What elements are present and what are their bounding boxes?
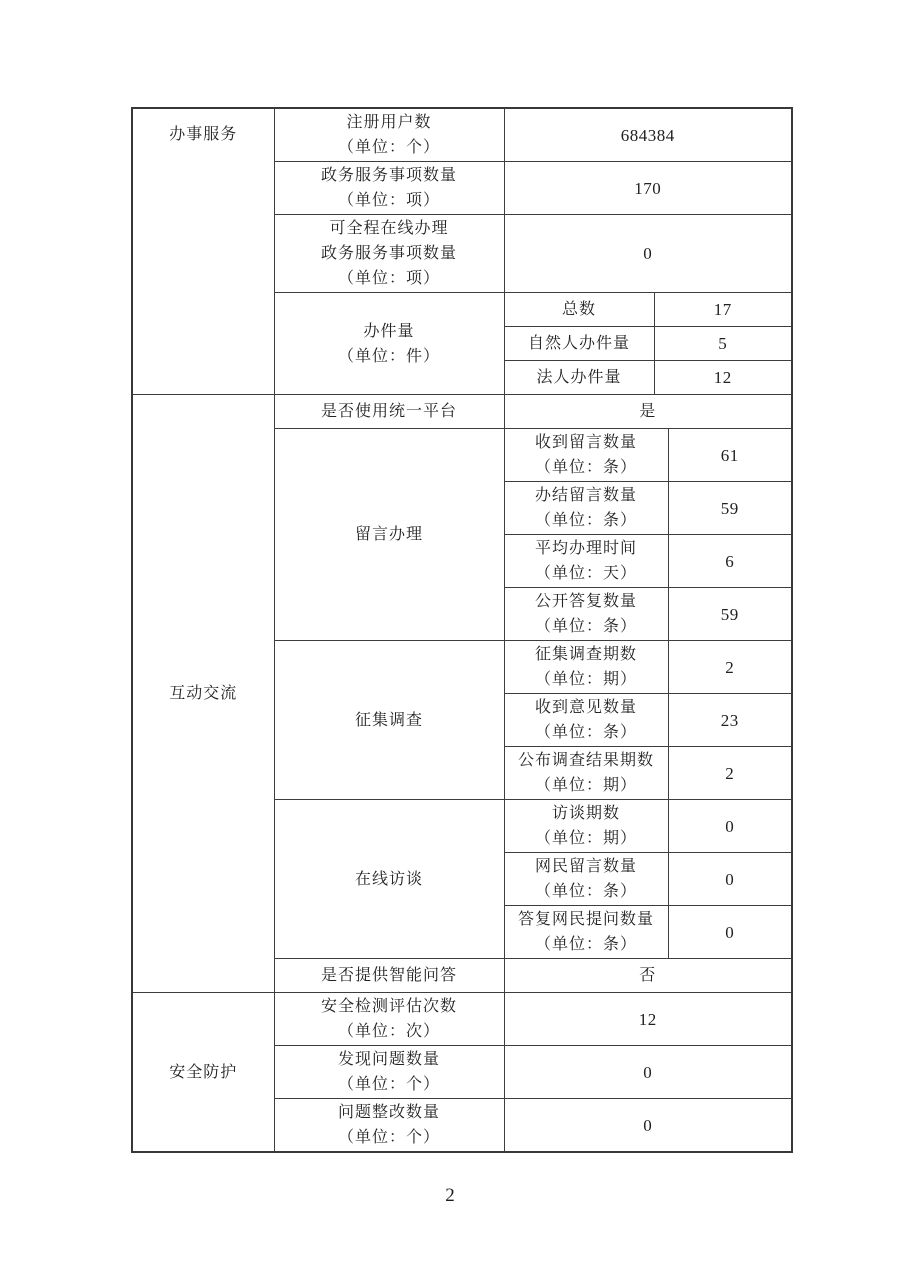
value-cell-cases-total: 17 [654, 293, 792, 327]
sublabel-cell-messages-avg-time [504, 535, 668, 588]
value-cell-interviews-question-replies: 0 [668, 906, 792, 959]
value-cell-registered-users: 684384 [504, 108, 792, 162]
report-table [131, 107, 793, 1153]
row-unit: （单位：天） [534, 565, 637, 582]
row-label: 公布调查结果期数 [517, 752, 654, 769]
row-unit: （单位：个） [337, 1129, 440, 1146]
group-label-interaction: 互动交流 [169, 685, 238, 702]
label-cell-problems-found [274, 1046, 504, 1099]
label-cell-smart-qa: 是否提供智能问答 [274, 959, 504, 993]
report-table-wrap [131, 107, 793, 1153]
label-cell-service-items [274, 162, 504, 215]
row-unit: （单位：件） [337, 347, 440, 365]
row-unit: （单位：条） [534, 512, 637, 529]
row-label-line1: 可全程在线办理 [329, 220, 449, 237]
sublabel-cell-cases-natural: 自然人办件量 [504, 327, 654, 361]
value-cell-messages-public-replies: 59 [668, 588, 792, 641]
value-cell-interviews-periods: 0 [668, 800, 792, 853]
row-label: 访谈期数 [551, 805, 620, 822]
value-cell-assessments: 12 [504, 993, 792, 1046]
value-cell-cases-legal: 12 [654, 361, 792, 395]
row-label: 注册用户数 [346, 114, 432, 131]
label-cell-interviews: 在线访谈 [274, 800, 504, 959]
label-cell-surveys: 征集调查 [274, 641, 504, 800]
sublabel-cell-messages-completed [504, 482, 668, 535]
sublabel-cell-surveys-opinions [504, 694, 668, 747]
sublabel-cell-interviews-question-replies [504, 906, 668, 959]
row-unit: （单位：条） [534, 459, 637, 476]
row-unit: （单位：期） [534, 777, 637, 794]
label-cell-registered-users [274, 108, 504, 162]
group-label-service: 办事服务 [169, 126, 238, 143]
row-unit: （单位：期） [534, 830, 637, 847]
page-number: 2 [445, 1185, 455, 1206]
group-cell-service [132, 108, 274, 395]
sublabel-cell-messages-public-replies [504, 588, 668, 641]
value-cell-smart-qa: 否 [504, 959, 792, 993]
row-unit: （单位：项） [337, 270, 440, 287]
value-cell-surveys-opinions: 23 [668, 694, 792, 747]
row-label: 办件量 [363, 322, 415, 340]
sublabel-cell-surveys-results [504, 747, 668, 800]
value-cell-service-items: 170 [504, 162, 792, 215]
row-label: 安全检测评估次数 [320, 998, 457, 1015]
value-cell-cases-natural: 5 [654, 327, 792, 361]
row-unit: （单位：条） [534, 936, 637, 953]
row-label-line2: 政务服务事项数量 [320, 245, 457, 262]
row-label: 发现问题数量 [337, 1051, 440, 1068]
label-cell-problems-fixed [274, 1099, 504, 1153]
value-cell-surveys-results: 2 [668, 747, 792, 800]
value-cell-interviews-netizen-messages: 0 [668, 853, 792, 906]
row-unit: （单位：项） [337, 192, 440, 209]
label-cell-cases [274, 293, 504, 395]
label-cell-online-items [274, 215, 504, 293]
sublabel-cell-surveys-periods [504, 641, 668, 694]
row-label: 收到意见数量 [534, 699, 637, 716]
value-cell-online-items: 0 [504, 215, 792, 293]
sublabel-cell-cases-legal: 法人办件量 [504, 361, 654, 395]
row-label: 收到留言数量 [534, 434, 637, 451]
label-cell-unified-platform: 是否使用统一平台 [274, 395, 504, 429]
value-cell-messages-avg-time: 6 [668, 535, 792, 588]
row-label: 平均办理时间 [534, 540, 637, 557]
sublabel-cell-interviews-periods [504, 800, 668, 853]
row-label: 征集调查期数 [534, 646, 637, 663]
value-cell-problems-found: 0 [504, 1046, 792, 1099]
sublabel-cell-interviews-netizen-messages [504, 853, 668, 906]
value-cell-problems-fixed: 0 [504, 1099, 792, 1153]
row-unit: （单位：次） [337, 1023, 440, 1040]
row-unit: （单位：条） [534, 883, 637, 900]
row-unit: （单位：期） [534, 671, 637, 688]
sublabel-cell-cases-total: 总数 [504, 293, 654, 327]
row-label: 答复网民提问数量 [517, 911, 654, 928]
value-cell-messages-received: 61 [668, 429, 792, 482]
sublabel-cell-messages-received [504, 429, 668, 482]
row-label: 公开答复数量 [534, 593, 637, 610]
row-label: 网民留言数量 [534, 858, 637, 875]
value-cell-unified-platform: 是 [504, 395, 792, 429]
row-label: 办结留言数量 [534, 487, 637, 504]
row-unit: （单位：条） [534, 618, 637, 635]
label-cell-messages: 留言办理 [274, 429, 504, 641]
group-cell-interaction [132, 395, 274, 993]
row-unit: （单位：个） [337, 1076, 440, 1093]
value-cell-messages-completed: 59 [668, 482, 792, 535]
value-cell-surveys-periods: 2 [668, 641, 792, 694]
group-label-security: 安全防护 [169, 1063, 238, 1081]
group-cell-security [132, 993, 274, 1153]
row-label: 政务服务事项数量 [320, 167, 457, 184]
row-label: 问题整改数量 [337, 1104, 440, 1121]
row-unit: （单位：个） [337, 139, 440, 156]
row-unit: （单位：条） [534, 724, 637, 741]
label-cell-assessments [274, 993, 504, 1046]
